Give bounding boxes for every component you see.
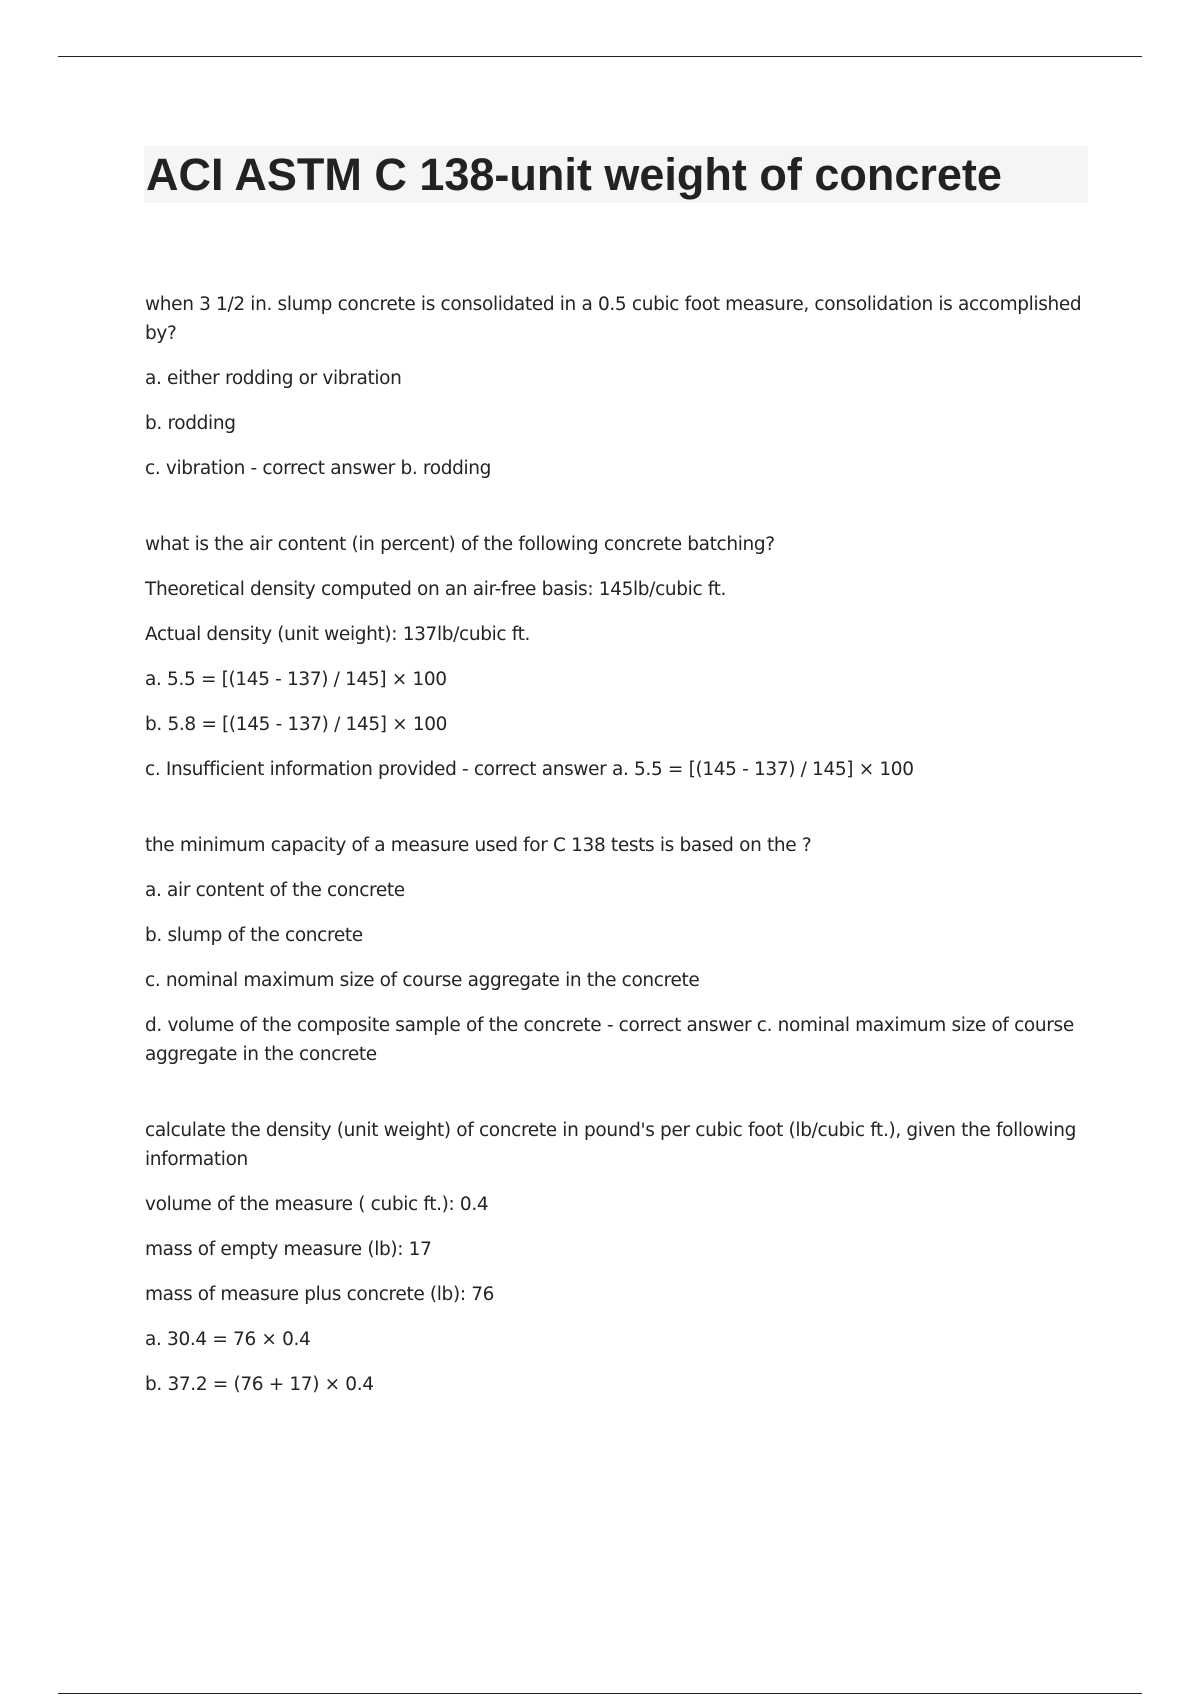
answer-option: a. either rodding or vibration bbox=[145, 368, 402, 389]
question-block-2 bbox=[145, 530, 1090, 784]
given-value: mass of measure plus concrete (lb): 76 bbox=[145, 1284, 495, 1305]
question-text: when 3 1/2 in. slump concrete is consolidated in a 0.5 cubic foot measure, consolidation is accomplished by? bbox=[145, 294, 1082, 344]
answer-option: c. nominal maximum size of course aggregate in the concrete bbox=[145, 970, 700, 991]
question-text: the minimum capacity of a measure used for C 138 tests is based on the ? bbox=[145, 835, 812, 856]
question-block-1 bbox=[145, 290, 1090, 483]
given-value: Actual density (unit weight): 137lb/cubic ft. bbox=[145, 624, 531, 645]
answer-option: b. slump of the concrete bbox=[145, 925, 363, 946]
answer-option: b. rodding bbox=[145, 413, 236, 434]
given-value: mass of empty measure (lb): 17 bbox=[145, 1239, 432, 1260]
given-value: volume of the measure ( cubic ft.): 0.4 bbox=[145, 1194, 489, 1215]
answer-option: b. 5.8 = [(145 - 137) / 145] × 100 bbox=[145, 714, 448, 735]
answer-option: b. 37.2 = (76 + 17) × 0.4 bbox=[145, 1374, 374, 1395]
document-body bbox=[145, 290, 1090, 1446]
answer-option-with-correct-answer: d. volume of the composite sample of the concrete - correct answer c. nominal maximum size of course aggregate in the concrete bbox=[145, 1015, 1074, 1065]
answer-option-with-correct-answer: c. vibration - correct answer b. rodding bbox=[145, 458, 492, 479]
top-divider bbox=[58, 56, 1142, 57]
bottom-divider bbox=[58, 1693, 1142, 1694]
given-value: Theoretical density computed on an air-free basis: 145lb/cubic ft. bbox=[145, 579, 727, 600]
question-block-4 bbox=[145, 1116, 1090, 1399]
answer-option-with-correct-answer: c. Insufficient information provided - correct answer a. 5.5 = [(145 - 137) / 145] × 100 bbox=[145, 759, 914, 780]
question-text: calculate the density (unit weight) of concrete in pound's per cubic foot (lb/cubic ft.), given the following information bbox=[145, 1120, 1076, 1170]
answer-option: a. air content of the concrete bbox=[145, 880, 405, 901]
question-block-3 bbox=[145, 831, 1090, 1069]
question-text: what is the air content (in percent) of the following concrete batching? bbox=[145, 534, 775, 555]
answer-option: a. 5.5 = [(145 - 137) / 145] × 100 bbox=[145, 669, 447, 690]
answer-option: a. 30.4 = 76 × 0.4 bbox=[145, 1329, 311, 1350]
page-title: ACI ASTM C 138-unit weight of concrete bbox=[146, 149, 1002, 200]
